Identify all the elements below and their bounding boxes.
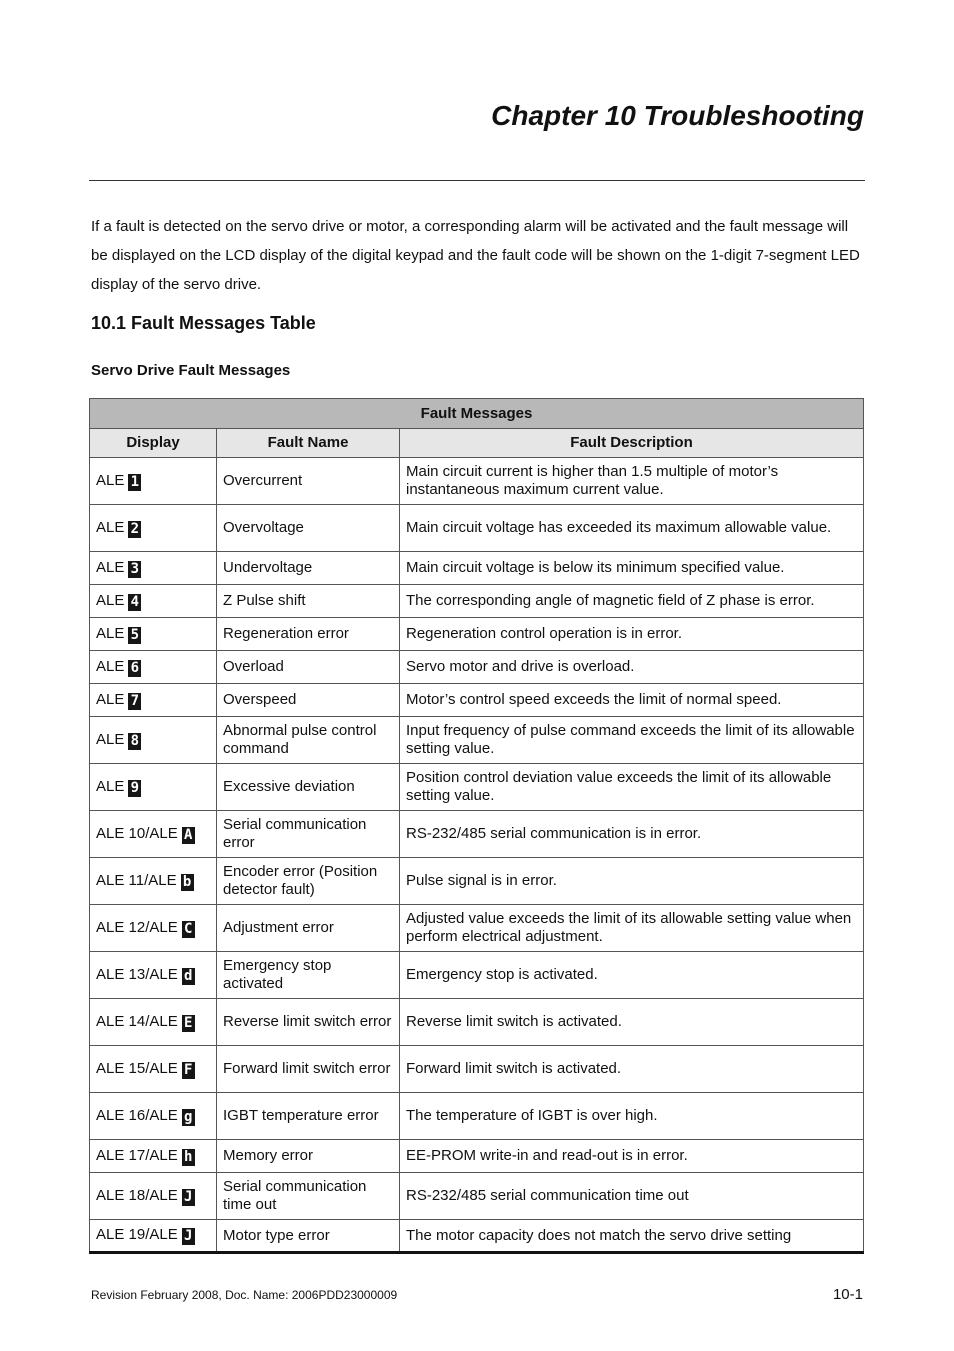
table-row <box>90 1220 864 1253</box>
display-cell <box>90 764 217 811</box>
display-text: ALE 14/ALE <box>96 1012 178 1030</box>
table-row <box>90 1140 864 1173</box>
fault-name-cell: Overcurrent <box>217 458 400 505</box>
table-row <box>90 585 864 618</box>
fault-name-cell: Overspeed <box>217 684 400 717</box>
seven-segment-code-icon: 9 <box>128 780 141 797</box>
display-text: ALE 17/ALE <box>96 1146 178 1164</box>
display-cell <box>90 1220 217 1253</box>
table-body <box>90 458 864 1253</box>
table-row <box>90 458 864 505</box>
fault-description-cell: Main circuit voltage has exceeded its maximum allowable value. <box>400 505 864 552</box>
column-header-fault-name: Fault Name <box>217 429 400 458</box>
fault-description-cell: The corresponding angle of magnetic field of Z phase is error. <box>400 585 864 618</box>
seven-segment-code-icon: J <box>182 1189 195 1206</box>
fault-name-cell: Overload <box>217 651 400 684</box>
fault-description-cell: Regeneration control operation is in error. <box>400 618 864 651</box>
table-row <box>90 717 864 764</box>
seven-segment-code-icon: 8 <box>128 733 141 750</box>
fault-name-cell: IGBT temperature error <box>217 1093 400 1140</box>
fault-name-cell: Adjustment error <box>217 905 400 952</box>
fault-name-cell: Encoder error (Position detector fault) <box>217 858 400 905</box>
display-cell <box>90 1093 217 1140</box>
seven-segment-code-icon: C <box>182 921 195 938</box>
seven-segment-code-icon: A <box>182 827 195 844</box>
fault-name-cell: Forward limit switch error <box>217 1046 400 1093</box>
page-number: 10-1 <box>832 1286 863 1303</box>
table-row <box>90 684 864 717</box>
seven-segment-code-icon: h <box>182 1149 195 1166</box>
display-text: ALE 12/ALE <box>96 918 178 936</box>
title-divider <box>89 180 865 181</box>
display-cell <box>90 858 217 905</box>
display-cell <box>90 618 217 651</box>
table-subheading: Servo Drive Fault Messages <box>91 362 291 379</box>
table-title: Fault Messages <box>90 399 864 429</box>
fault-name-cell: Serial communication error <box>217 811 400 858</box>
display-cell <box>90 952 217 999</box>
fault-name-cell: Regeneration error <box>217 618 400 651</box>
display-text: ALE <box>96 657 125 675</box>
fault-name-cell: Emergency stop activated <box>217 952 400 999</box>
display-text: ALE <box>96 777 125 795</box>
table-row <box>90 1093 864 1140</box>
seven-segment-code-icon: 2 <box>128 521 141 538</box>
footer-revision: Revision February 2008, Doc. Name: 2006PDD23000009 <box>91 1288 398 1302</box>
display-text: ALE <box>96 730 125 748</box>
display-cell <box>90 684 217 717</box>
display-text: ALE 10/ALE <box>96 824 178 842</box>
table-row <box>90 811 864 858</box>
fault-description-cell: EE-PROM write-in and read-out is in error. <box>400 1140 864 1173</box>
fault-description-cell: Position control deviation value exceeds the limit of its allowable setting value. <box>400 764 864 811</box>
table-row <box>90 1046 864 1093</box>
display-cell <box>90 811 217 858</box>
fault-description-cell: Main circuit voltage is below its minimum specified value. <box>400 552 864 585</box>
seven-segment-code-icon: d <box>182 968 195 985</box>
display-text: ALE <box>96 558 125 576</box>
intro-paragraph: If a fault is detected on the servo drive or motor, a corresponding alarm will be activated and the fault message will be displayed on the LCD display of the digital keypad and the fault code will be shown on the 1-digit 7-segment LED display of the servo drive. <box>91 218 860 293</box>
seven-segment-code-icon: E <box>182 1015 195 1032</box>
seven-segment-code-icon: F <box>182 1062 195 1079</box>
fault-description-cell: Pulse signal is in error. <box>400 858 864 905</box>
fault-description-cell: Forward limit switch is activated. <box>400 1046 864 1093</box>
display-text: ALE 18/ALE <box>96 1186 178 1204</box>
table-row <box>90 858 864 905</box>
column-header-display: Display <box>90 429 217 458</box>
fault-description-cell: Adjusted value exceeds the limit of its allowable setting value when perform electrical adjustment. <box>400 905 864 952</box>
table-row <box>90 505 864 552</box>
table-row <box>90 651 864 684</box>
fault-description-cell: Motor’s control speed exceeds the limit of normal speed. <box>400 684 864 717</box>
fault-description-cell: Main circuit current is higher than 1.5 multiple of motor’s instantaneous maximum current value. <box>400 458 864 505</box>
fault-name-cell: Serial communication time out <box>217 1173 400 1220</box>
display-cell <box>90 651 217 684</box>
fault-description-cell: Servo motor and drive is overload. <box>400 651 864 684</box>
display-text: ALE <box>96 690 125 708</box>
seven-segment-code-icon: b <box>181 874 194 891</box>
fault-description-cell: The temperature of IGBT is over high. <box>400 1093 864 1140</box>
display-cell <box>90 1173 217 1220</box>
display-text: ALE <box>96 518 125 536</box>
table-row <box>90 999 864 1046</box>
table-row <box>90 905 864 952</box>
display-cell <box>90 1046 217 1093</box>
display-text: ALE <box>96 624 125 642</box>
fault-description-cell: Reverse limit switch is activated. <box>400 999 864 1046</box>
seven-segment-code-icon: 1 <box>128 474 141 491</box>
display-cell <box>90 505 217 552</box>
fault-name-cell: Abnormal pulse control command <box>217 717 400 764</box>
display-text: ALE 15/ALE <box>96 1059 178 1077</box>
fault-name-cell: Overvoltage <box>217 505 400 552</box>
section-heading: 10.1 Fault Messages Table <box>91 313 316 333</box>
seven-segment-code-icon: J <box>182 1228 195 1245</box>
fault-name-cell: Reverse limit switch error <box>217 999 400 1046</box>
fault-name-cell: Z Pulse shift <box>217 585 400 618</box>
fault-messages-table <box>89 398 864 1254</box>
seven-segment-code-icon: 7 <box>128 693 141 710</box>
display-text: ALE 11/ALE <box>96 871 177 889</box>
fault-name-cell: Memory error <box>217 1140 400 1173</box>
seven-segment-code-icon: 4 <box>128 594 141 611</box>
column-header-fault-description: Fault Description <box>400 429 864 458</box>
fault-description-cell: RS-232/485 serial communication is in error. <box>400 811 864 858</box>
seven-segment-code-icon: 6 <box>128 660 141 677</box>
display-text: ALE <box>96 471 125 489</box>
display-cell <box>90 1140 217 1173</box>
fault-description-cell: Input frequency of pulse command exceeds the limit of its allowable setting value. <box>400 717 864 764</box>
fault-description-cell: The motor capacity does not match the servo drive setting <box>400 1220 864 1253</box>
fault-name-cell: Undervoltage <box>217 552 400 585</box>
display-text: ALE <box>96 591 125 609</box>
display-cell <box>90 552 217 585</box>
display-cell <box>90 585 217 618</box>
table-row <box>90 764 864 811</box>
display-cell <box>90 458 217 505</box>
seven-segment-code-icon: 5 <box>128 627 141 644</box>
seven-segment-code-icon: 3 <box>128 561 141 578</box>
chapter-title: Chapter 10 Troubleshooting <box>491 100 864 131</box>
seven-segment-code-icon: g <box>182 1109 195 1126</box>
display-cell <box>90 905 217 952</box>
display-cell <box>90 999 217 1046</box>
table-row <box>90 552 864 585</box>
display-cell <box>90 717 217 764</box>
display-text: ALE 13/ALE <box>96 965 178 983</box>
fault-description-cell: Emergency stop is activated. <box>400 952 864 999</box>
display-text: ALE 16/ALE <box>96 1106 178 1124</box>
table-row <box>90 1173 864 1220</box>
display-text: ALE 19/ALE <box>96 1226 178 1243</box>
fault-name-cell: Excessive deviation <box>217 764 400 811</box>
fault-name-cell: Motor type error <box>217 1220 400 1253</box>
table-row <box>90 618 864 651</box>
fault-description-cell: RS-232/485 serial communication time out <box>400 1173 864 1220</box>
table-row <box>90 952 864 999</box>
